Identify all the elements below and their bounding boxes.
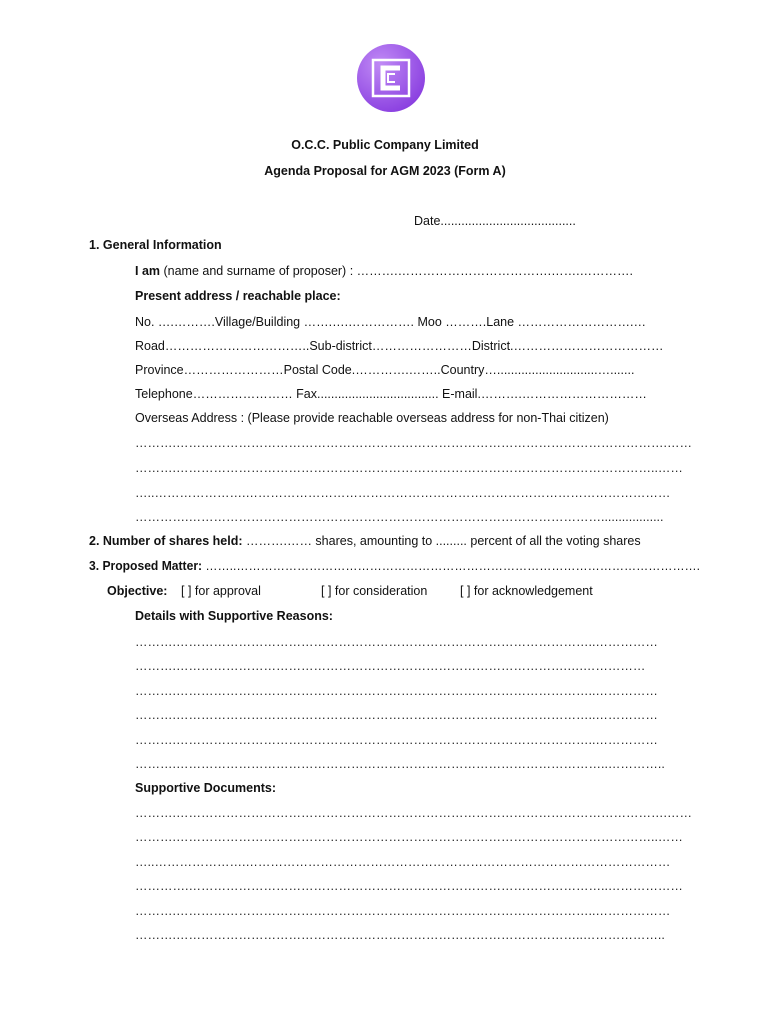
telephone-line[interactable]: Telephone…………………… Fax................................... E-mail.……….…………………………	[135, 387, 647, 401]
details-title: Details with Supportive Reasons:	[135, 609, 333, 623]
details-line[interactable]: ……….………………………………………………………………………………………..……………	[135, 733, 658, 747]
objective-label: Objective:	[107, 584, 168, 598]
details-line[interactable]: ……….………………………………………………………………………………………..……………	[135, 635, 658, 649]
documents-line[interactable]: …..………………….…………………………………………………………………………………………	[135, 855, 671, 869]
details-line[interactable]: ……….………………………………………………………………………………………..……………	[135, 684, 658, 698]
occ-logo-icon	[357, 44, 425, 112]
details-line[interactable]: ……….…………………………………………………………………………………………..…………..	[135, 757, 665, 771]
documents-line[interactable]: ……….……………………………………………………………………………………..………………..	[135, 928, 665, 942]
address-road-line[interactable]: Road……………………………..Sub-district……………………District.………………………………	[135, 339, 664, 353]
address-no-line[interactable]: No. ….……….Village/Building …….….……………. Moo ……….Lane ……………………….…	[135, 315, 646, 329]
supportive-documents-title: Supportive Documents:	[135, 781, 276, 795]
proposed-matter-field[interactable]: ……..…………………………………………………………………………………………………….	[202, 559, 701, 573]
overseas-address-line[interactable]: …..………………….…………………………………………………………………………………………	[135, 486, 671, 500]
proposed-matter-line[interactable]	[89, 559, 700, 573]
documents-line[interactable]: ……….……………………………………………………………………………………………………..……	[135, 830, 683, 844]
shares-held-title: 2. Number of shares held:	[89, 534, 243, 548]
proposer-name-field[interactable]: (name and surname of proposer) : ……….……………………………….…….………….	[160, 264, 634, 278]
shares-held-field[interactable]: ……….…… shares, amounting to ......... percent of all the voting shares	[242, 534, 641, 548]
overseas-address-line[interactable]: ……….……………………………………………………………………………………………………..……	[135, 461, 683, 475]
section-general-information-title: 1. General Information	[89, 238, 222, 252]
documents-line[interactable]: ………….………………………………………………………………………………………..………………	[135, 879, 683, 893]
documents-line[interactable]: ……….………………………………………………………………………………………..………………	[135, 904, 671, 918]
details-line[interactable]: ……….………………………………………………………………………………………..……………	[135, 708, 658, 722]
proposer-name-line[interactable]	[135, 264, 633, 278]
proposed-matter-title: 3. Proposed Matter:	[89, 559, 203, 573]
i-am-label: I am	[135, 264, 161, 278]
address-province-line[interactable]: Province……………………Postal Code.………….……..Country….............................….......	[135, 363, 635, 377]
overseas-address-label: Overseas Address : (Please provide reachable overseas address for non-Thai citizen)	[135, 411, 609, 425]
shares-held-line[interactable]	[89, 534, 641, 548]
documents-line[interactable]: ……….……………………………………………………………………………………………………….……	[135, 806, 692, 820]
address-title: Present address / reachable place:	[135, 289, 341, 303]
objective-consideration-checkbox[interactable]: [ ] for consideration	[321, 584, 428, 598]
date-field[interactable]: Date.......................................	[414, 214, 576, 228]
form-title: Agenda Proposal for AGM 2023 (Form A)	[264, 164, 506, 178]
details-line[interactable]: ……….………………………………………………………………………………….….……………	[135, 659, 646, 673]
objective-approval-checkbox[interactable]: [ ] for approval	[181, 584, 261, 598]
objective-acknowledgement-checkbox[interactable]: [ ] for acknowledgement	[460, 584, 593, 598]
overseas-address-line[interactable]: ………….………………………………………………………………………………………..................	[135, 510, 664, 524]
company-name: O.C.C. Public Company Limited	[291, 138, 479, 152]
overseas-address-line[interactable]: ……….……………………………………………………………………………………………………….……	[135, 436, 692, 450]
